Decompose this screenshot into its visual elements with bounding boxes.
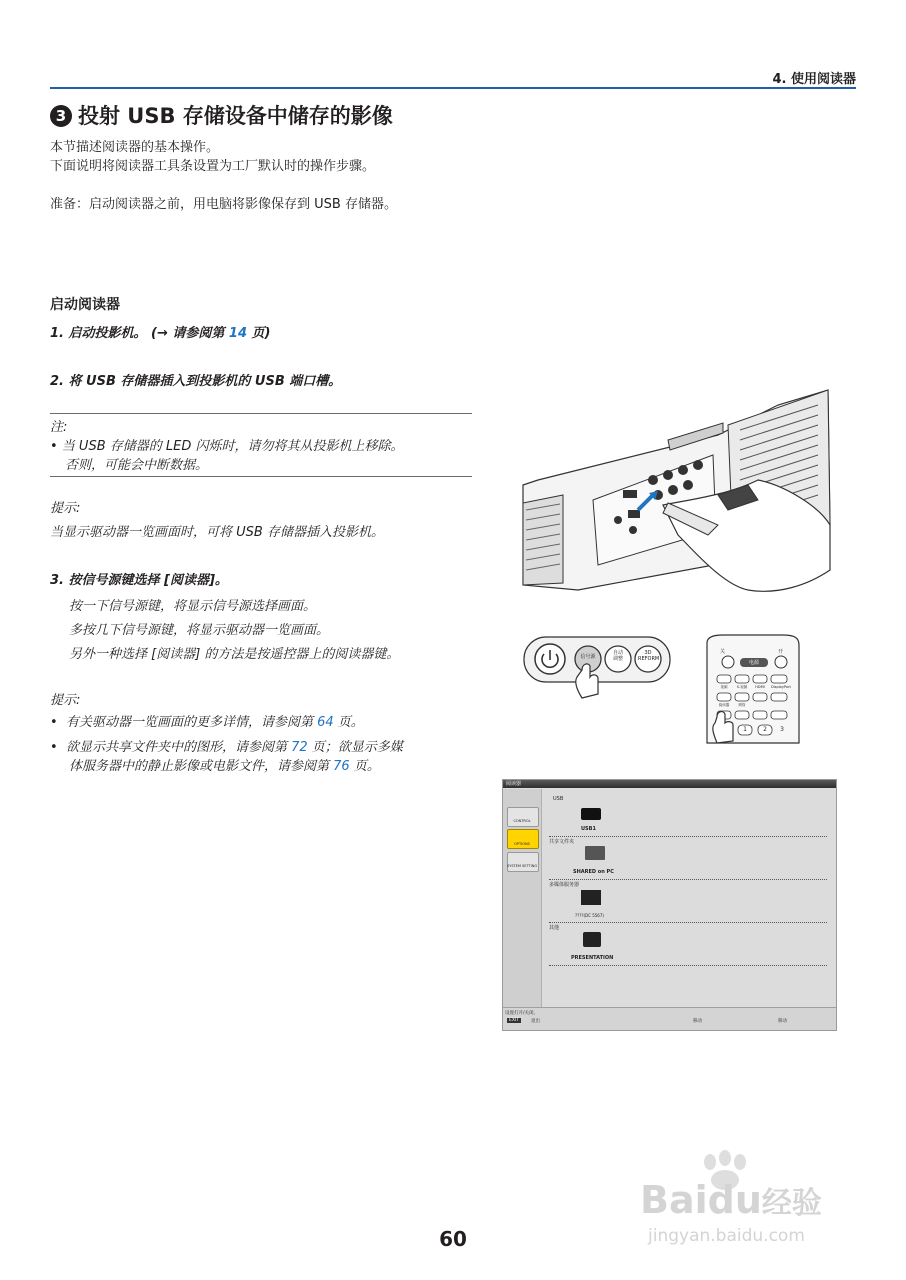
remote-source-svideo: S-视频	[736, 685, 748, 689]
remote-power-label: 电源	[748, 660, 759, 666]
watermark-brand-2: du	[707, 1178, 762, 1222]
step-3: 3. 按信号源键选择 [阅读器]。	[50, 573, 228, 588]
start-heading: 启动阅读器	[50, 297, 120, 313]
shared-folder-icon[interactable]	[585, 846, 605, 860]
remote-key-2: 2	[763, 726, 767, 733]
separator	[549, 836, 827, 837]
bullet: •	[50, 715, 66, 730]
header-rule	[50, 87, 856, 89]
step-3-line-1: 按一下信号源键，将显示信号源选择画面。	[69, 599, 317, 614]
remote-on-label: 开	[778, 649, 784, 655]
remote-source-displayport: DisplayPort	[771, 685, 791, 689]
usb-drive-label: USB1	[581, 826, 596, 832]
source-button-label: 信号源	[580, 654, 596, 660]
step-1-suffix: 页)	[247, 326, 271, 341]
separator	[549, 965, 827, 966]
usb-drive-icon[interactable]	[581, 808, 601, 820]
screen-sidebar	[503, 789, 542, 1007]
remote-source-hdmi: HDMI	[755, 685, 765, 689]
tip2-label: 提示:	[50, 693, 81, 708]
tip2-item-1-text: 有关驱动器一览画面的更多详情，请参阅第	[65, 715, 318, 730]
remote-key-3: 3	[780, 726, 784, 733]
media-server-section-label: 多媒体服务器	[549, 882, 580, 888]
page-link-64[interactable]: 64	[317, 715, 334, 730]
intro-line-2: 下面说明将阅读器工具条设置为工厂默认时的操作步骤。	[50, 159, 376, 174]
remote-network-label: 网络	[738, 703, 746, 707]
screen-title-bar: 阅读器	[503, 780, 836, 788]
remote-source-video: 视频	[720, 685, 728, 689]
separator	[549, 922, 827, 923]
viewer-drive-list-screen	[502, 779, 837, 1031]
remote-key-1: 1	[743, 726, 747, 733]
section-number-badge: 3	[50, 105, 72, 127]
page-number: 60	[439, 1227, 467, 1251]
options-tab-icon[interactable]	[507, 829, 539, 849]
auto-adjust-button-label: 自动 调整	[612, 650, 623, 662]
tip2-item-2-line2-text: 体服务器中的静止影像或电影文件，请参阅第	[69, 759, 334, 774]
tip2-item-2-mid: 页；欲显示多媒	[307, 740, 403, 755]
prep-text: 准备：启动阅读器之前，用电脑将影像保存到 USB 存储器。	[50, 197, 397, 212]
move-label-2: 移动	[778, 1019, 787, 1024]
reform-button-label: 3D REFORM	[638, 650, 660, 662]
system-setting-tab-icon[interactable]	[507, 852, 539, 872]
presentation-label: PRESENTATION	[571, 955, 614, 961]
note-line-1: • 当 USB 存储器的 LED 闪烁时，请勿将其从投影机上移除。	[50, 439, 404, 454]
tip2-item-2-line2	[69, 755, 380, 774]
page-link-14[interactable]: 14	[228, 326, 248, 341]
control-panel-illustration	[522, 632, 672, 702]
control-tab-label: CONTROL	[513, 819, 531, 823]
section-title-text: 投射 USB 存储设备中储存的影像	[78, 104, 393, 128]
baidu-watermark	[640, 1150, 860, 1250]
intro-line-1: 本节描述阅读器的基本操作。	[50, 140, 220, 155]
move-label: 移动	[693, 1019, 702, 1024]
watermark-cn: 经验	[761, 1186, 822, 1221]
remote-off-label: 关	[720, 649, 726, 655]
note-label: 注:	[50, 420, 68, 435]
watermark-url: jingyan.baidu.com	[648, 1226, 805, 1246]
step-2: 2. 将 USB 存储器插入到投影机的 USB 端口槽。	[50, 374, 342, 389]
projector-usb-illustration	[518, 385, 838, 610]
remote-viewer-label: 阅读器	[718, 703, 730, 707]
page-link-76[interactable]: 76	[333, 759, 350, 774]
tip2-item-2-suffix: 页。	[349, 759, 380, 774]
tip2-item-1-suffix: 页。	[333, 715, 364, 730]
options-tab-label: OPTIONS	[514, 842, 530, 846]
media-server-icon[interactable]	[581, 890, 601, 905]
page-link-72[interactable]: 72	[291, 740, 308, 755]
tip2-item-1	[50, 711, 364, 730]
system-setting-tab-label: SYSTEM SETTING	[506, 864, 538, 868]
note-top-rule	[50, 413, 472, 414]
tip-label: 提示:	[50, 501, 81, 516]
note-line-2: 否则，可能会中断数据。	[65, 458, 209, 473]
tip2-item-2-text: 欲显示共享文件夹中的图形，请参阅第	[65, 740, 292, 755]
step-1	[50, 322, 270, 341]
exit-key-badge: EXIT	[509, 1018, 520, 1023]
bullet: •	[50, 740, 66, 755]
media-server-label: ????(DC 5567)	[575, 913, 604, 918]
shared-section-label: 共享文件夹	[549, 839, 575, 845]
shared-folder-label: SHARED on PC	[573, 869, 614, 875]
section-title	[50, 100, 393, 130]
control-tab-icon[interactable]	[507, 807, 539, 827]
other-section-label: 其他	[549, 925, 560, 931]
chapter-title: 4. 使用阅读器	[772, 72, 856, 87]
screen-status-bar	[503, 1007, 836, 1031]
usb-section-label: USB	[553, 796, 564, 802]
tip2-item-2	[50, 736, 403, 755]
exit-label: 退出	[531, 1019, 540, 1024]
step-3-line-3: 另外一种选择 [阅读器] 的方法是按遥控器上的阅读器键。	[69, 647, 400, 662]
step-1-text: 1. 启动投影机。 (→ 请参阅第	[50, 326, 229, 341]
watermark-brand: Bai	[640, 1178, 708, 1222]
tip-text: 当显示驱动器一览画面时，可将 USB 存储器插入投影机。	[50, 525, 384, 540]
step-3-line-2: 多按几下信号源键，将显示驱动器一览画面。	[69, 623, 330, 638]
presentation-icon[interactable]	[583, 932, 601, 947]
status-hint: 设置打开/关闭。	[505, 1011, 539, 1016]
separator	[549, 879, 827, 880]
note-bottom-rule	[50, 476, 472, 477]
